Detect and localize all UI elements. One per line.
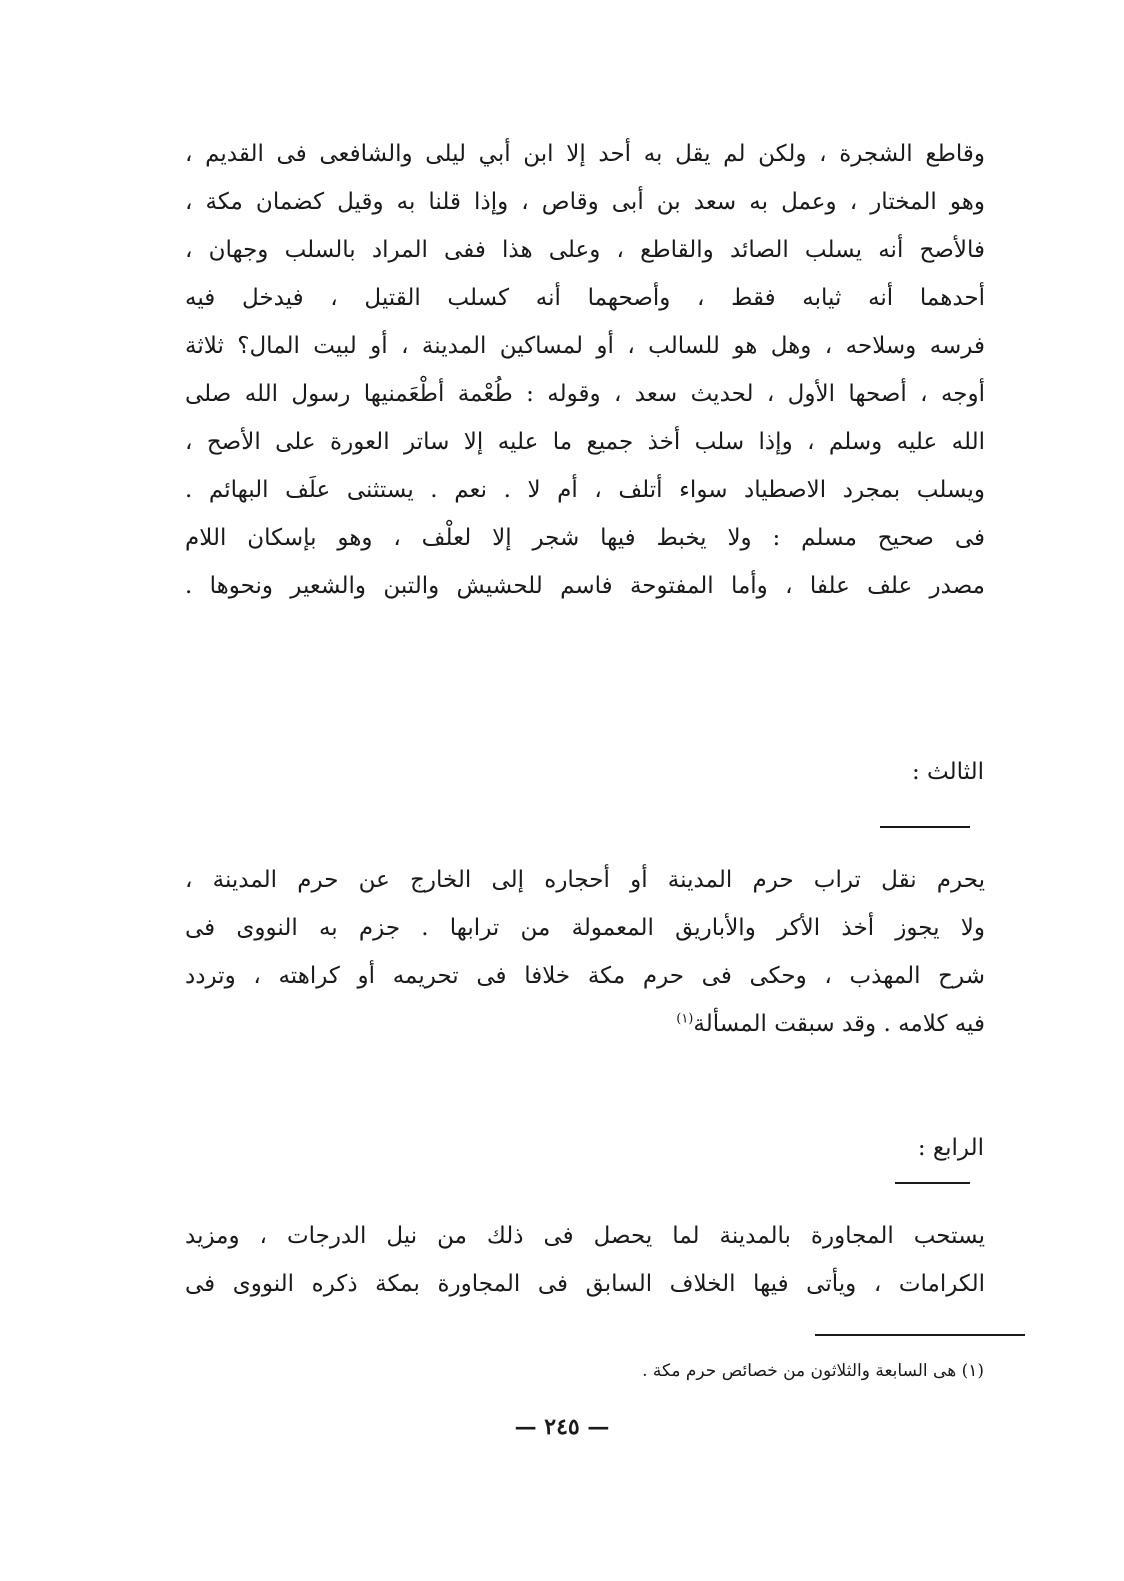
text-line: وهو المختار ، وعمل به سعد بن أبى وقاص ، وإذا قلنا به وقيل كضمان مكة ، [185, 189, 985, 215]
text-line: الله عليه وسلم ، وإذا سلب أخذ جميع ما عليه إلا ساتر العورة على الأصح ، [185, 429, 985, 455]
text-line: فالأصح أنه يسلب الصائد والقاطع ، وعلى هذا ففى المراد بالسلب وجهان ، [185, 237, 985, 263]
text-line: شرح المهذب ، وحكى فى حرم مكة خلافا فى تحريمه أو كراهته ، وتردد [185, 963, 985, 989]
text-line: أوجه ، أصحها الأول ، لحديث سعد ، وقوله : طُعْمة أطْعَمنيها رسول الله صلى [185, 381, 985, 407]
section-heading-fourth: الرابع : [917, 1135, 984, 1161]
text-line: أحدهما أنه ثيابه فقط ، وأصحهما أنه كسلب القتيل ، فيدخل فيه [185, 285, 985, 311]
text-line: يحرم نقل تراب حرم المدينة أو أحجاره إلى الخارج عن حرم المدينة ، [185, 867, 985, 893]
text-line: ويسلب بمجرد الاصطياد سواء أتلف ، أم لا . نعم . يستثنى علَف البهائم . [185, 477, 985, 503]
text-line: الكرامات ، ويأتى فيها الخلاف السابق فى المجاورة بمكة ذكره النووى فى [185, 1271, 985, 1297]
text-line: مصدر علف علفا ، وأما المفتوحة فاسم للحشيش والتبن والشعير ونحوها . [185, 573, 985, 599]
footnote-separator [815, 1334, 1025, 1336]
text-fragment: فيه كلامه . وقد سبقت المسألة [693, 1011, 985, 1037]
text-line-last [185, 1000, 985, 1048]
footnote-text: (١) هى السابعة والثلاثون من خصائص حرم مكة . [642, 1361, 984, 1381]
footnote-reference: (١) [676, 1011, 694, 1027]
text-line: فرسه وسلاحه ، وهل هو للسالب ، أو لمساكين المدينة ، أو لبيت المال؟ ثلاثة [185, 333, 985, 359]
paragraph-1 [185, 130, 985, 610]
text-line: ولا يجوز أخذ الأكر والأباريق المعمولة من ترابها . جزم به النووى فى [185, 915, 985, 941]
text-line: وقاطع الشجرة ، ولكن لم يقل به أحد إلا ابن أبي ليلى والشافعى فى القديم ، [185, 141, 985, 167]
section-heading-third: الثالث : [912, 759, 984, 785]
page-number: — ٢٤٥ — [514, 1414, 610, 1440]
heading-underline [895, 1182, 970, 1184]
heading-underline [880, 826, 970, 828]
paragraph-3 [185, 1212, 985, 1308]
text-line: فى صحيح مسلم : ولا يخبط فيها شجر إلا لعلْف ، وهو بإسكان اللام [185, 525, 985, 551]
text-line: يستحب المجاورة بالمدينة لما يحصل فى ذلك من نيل الدرجات ، ومزيد [185, 1223, 985, 1249]
paragraph-2 [185, 856, 985, 1048]
